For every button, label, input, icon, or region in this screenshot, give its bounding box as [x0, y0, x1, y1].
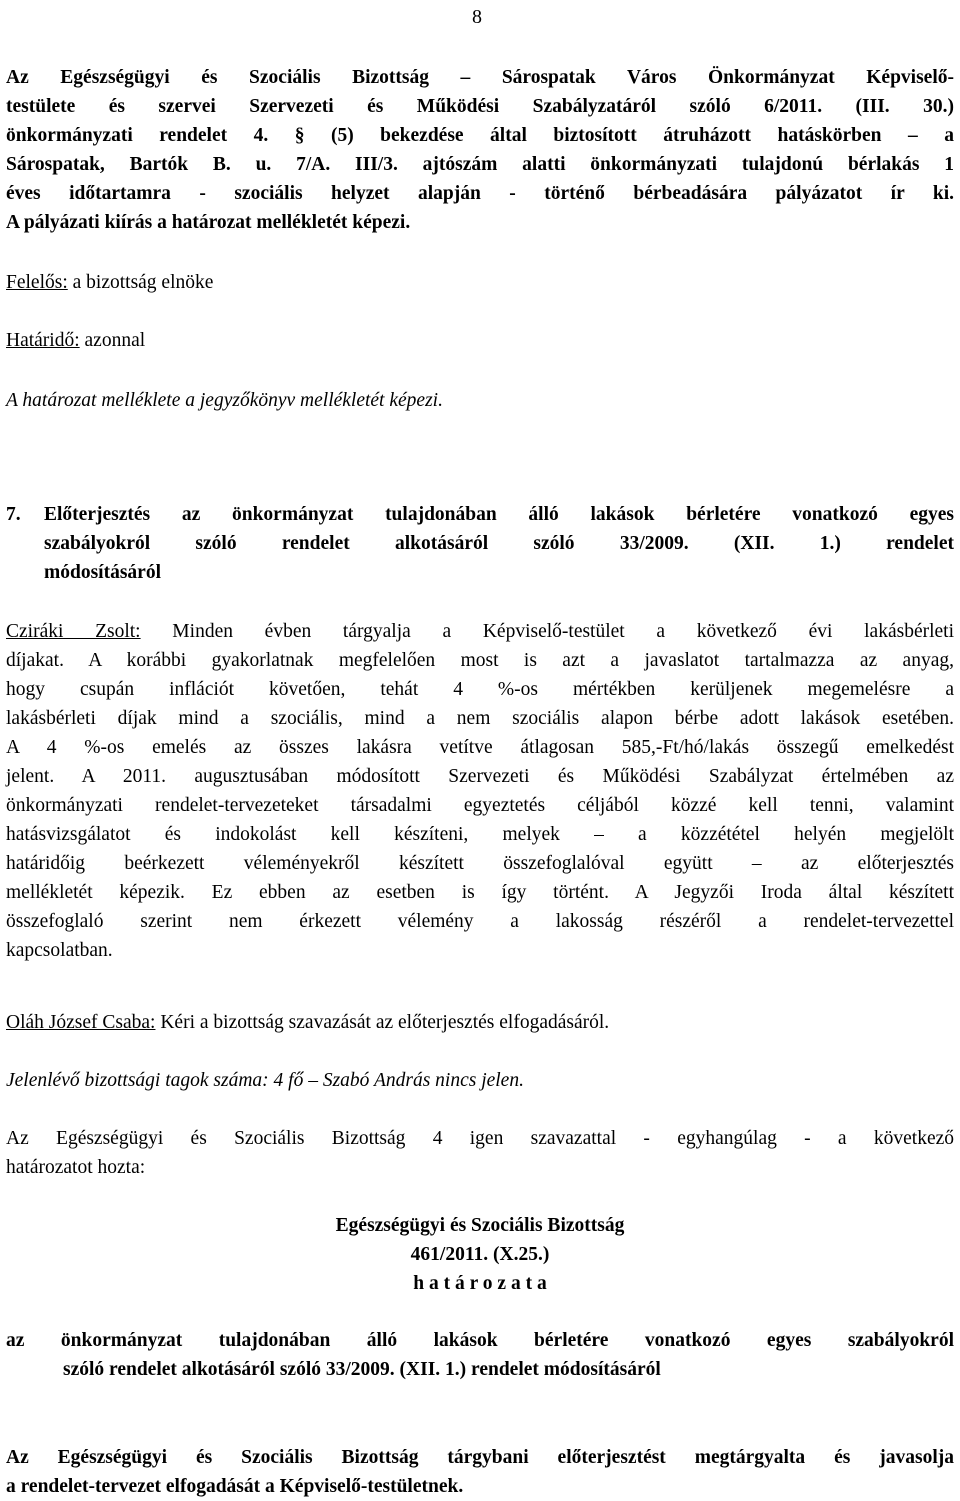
- agenda-item-title-line: Előterjesztés az önkormányzat tulajdonában álló lakások bérletére vonatkozó egyes: [44, 504, 954, 525]
- vote-line: határozatot hozta:: [6, 1157, 146, 1178]
- speech-line: lakásbérleti díjak mind a szociális, mind a nem szociális alapon bérbe adott lakások esetében.: [6, 708, 954, 729]
- agenda-item-title-line: módosításáról: [44, 562, 161, 583]
- decision-intro-line: önkormányzati rendelet 4. § (5) bekezdése által biztosított átruházott hatáskörben – a: [6, 125, 954, 146]
- speech-line: határidőig beérkezett véleményekről készített összefoglalóval együtt – az előterjesztés: [6, 853, 954, 874]
- speech-line: jelent. A 2011. augusztusában módosított Szervezeti és Működési Szabályzat értelmében az: [6, 766, 954, 787]
- resolution-subject-line: az önkormányzat tulajdonában álló lakások bérletére vonatkozó egyes szabályokról: [6, 1330, 954, 1351]
- vote-statement: [6, 1124, 954, 1182]
- decision-intro-line: éves időtartamra - szociális helyzet alapján - történő bérbeadására pályázatot ír ki.: [6, 183, 954, 204]
- resolution-number: 461/2011. (X.25.): [410, 1244, 550, 1265]
- speech-line: díjakat. A korábbi gyakorlatnak megfelelően most is azt a javaslatot tartalmazza az anyag,: [6, 650, 954, 671]
- speaker-name: Oláh József Csaba:: [6, 1012, 156, 1033]
- responsible-label: Felelős:: [6, 272, 68, 293]
- resolution-text: [6, 1443, 954, 1501]
- speech-olah: [6, 1008, 954, 1037]
- resolution-header: [6, 1211, 954, 1298]
- speech-line: Minden évben tárgyalja a Képviselő-testület a következő évi lakásbérleti: [140, 621, 954, 642]
- resolution-text-line: a rendelet-tervezet elfogadását a Képviselő-testületnek.: [6, 1476, 464, 1497]
- resolution-text-line: Az Egészségügyi és Szociális Bizottság tárgybani előterjesztést megtárgyalta és javasolja: [6, 1447, 954, 1468]
- speech-line: mellékletét képezik. Ez ebben az esetben is így történt. A Jegyzői Iroda által készített: [6, 882, 954, 903]
- annex-note: A határozat melléklete a jegyzőkönyv mellékletét képezi.: [6, 390, 443, 411]
- speech-line: összefoglaló szerint nem érkezett vélemény a lakosság részéről a rendelet-tervezettel: [6, 911, 954, 932]
- speech-line: hatásvizsgálatot és indokolást kell készíteni, melyek – a közzététel helyén megjelölt: [6, 824, 954, 845]
- agenda-item-number: 7.: [6, 504, 21, 525]
- resolution-committee: Egészségügyi és Szociális Bizottság: [335, 1215, 625, 1236]
- speech-cziraki: [6, 617, 954, 965]
- speech-line: önkormányzati rendelet-tervezeteket társadalmi egyeztetés céljából közzé kell tenni, valamint: [6, 795, 954, 816]
- responsible-value: a bizottság elnöke: [67, 272, 214, 293]
- deadline-label: Határidő:: [6, 330, 80, 351]
- speech-text: Kéri a bizottság szavazását az előterjesztés elfogadásáról.: [155, 1012, 610, 1033]
- resolution-subject: [6, 1326, 954, 1384]
- deadline-line: [6, 326, 954, 355]
- decision-intro: [6, 63, 954, 237]
- resolution-label: h a t á r o z a t a: [413, 1273, 547, 1294]
- speaker-name: Cziráki Zsolt:: [6, 621, 141, 642]
- deadline-value: azonnal: [79, 330, 146, 351]
- resolution-subject-line: szóló rendelet alkotásáról szóló 33/2009. (XII. 1.) rendelet módosításáról: [63, 1359, 661, 1380]
- speech-line: hogy csupán inflációt követően, tehát 4 %-os mértékben kerüljenek megemelésre a: [6, 679, 954, 700]
- speech-last-line: kapcsolatban.: [6, 940, 113, 961]
- decision-intro-line: testülete és szervei Szervezeti és Működési Szabályzatáról szóló 6/2011. (III. 30.): [6, 96, 954, 117]
- decision-intro-line: Sárospatak, Bartók B. u. 7/A. III/3. ajtószám alatti önkormányzati tulajdonú bérlakás 1: [6, 154, 954, 175]
- page-number: 8: [472, 6, 482, 28]
- agenda-item-title-line: szabályokról szóló rendelet alkotásáról szóló 33/2009. (XII. 1.) rendelet: [44, 533, 954, 554]
- vote-line: Az Egészségügyi és Szociális Bizottság 4 igen szavazattal - egyhangúlag - a következő: [6, 1128, 954, 1149]
- decision-intro-last-line: A pályázati kiírás a határozat mellékletét képezi.: [6, 212, 411, 233]
- attendance-note: Jelenlévő bizottsági tagok száma: 4 fő – Szabó András nincs jelen.: [6, 1070, 524, 1091]
- agenda-item-7: [6, 500, 954, 587]
- speech-line: A 4 %-os emelés az összes lakásra vetítve átlagosan 585,-Ft/hó/lakás összegű emelkedést: [6, 737, 954, 758]
- decision-intro-line: Az Egészségügyi és Szociális Bizottság – Sárospatak Város Önkormányzat Képviselő-: [6, 67, 954, 88]
- responsible-line: [6, 268, 954, 297]
